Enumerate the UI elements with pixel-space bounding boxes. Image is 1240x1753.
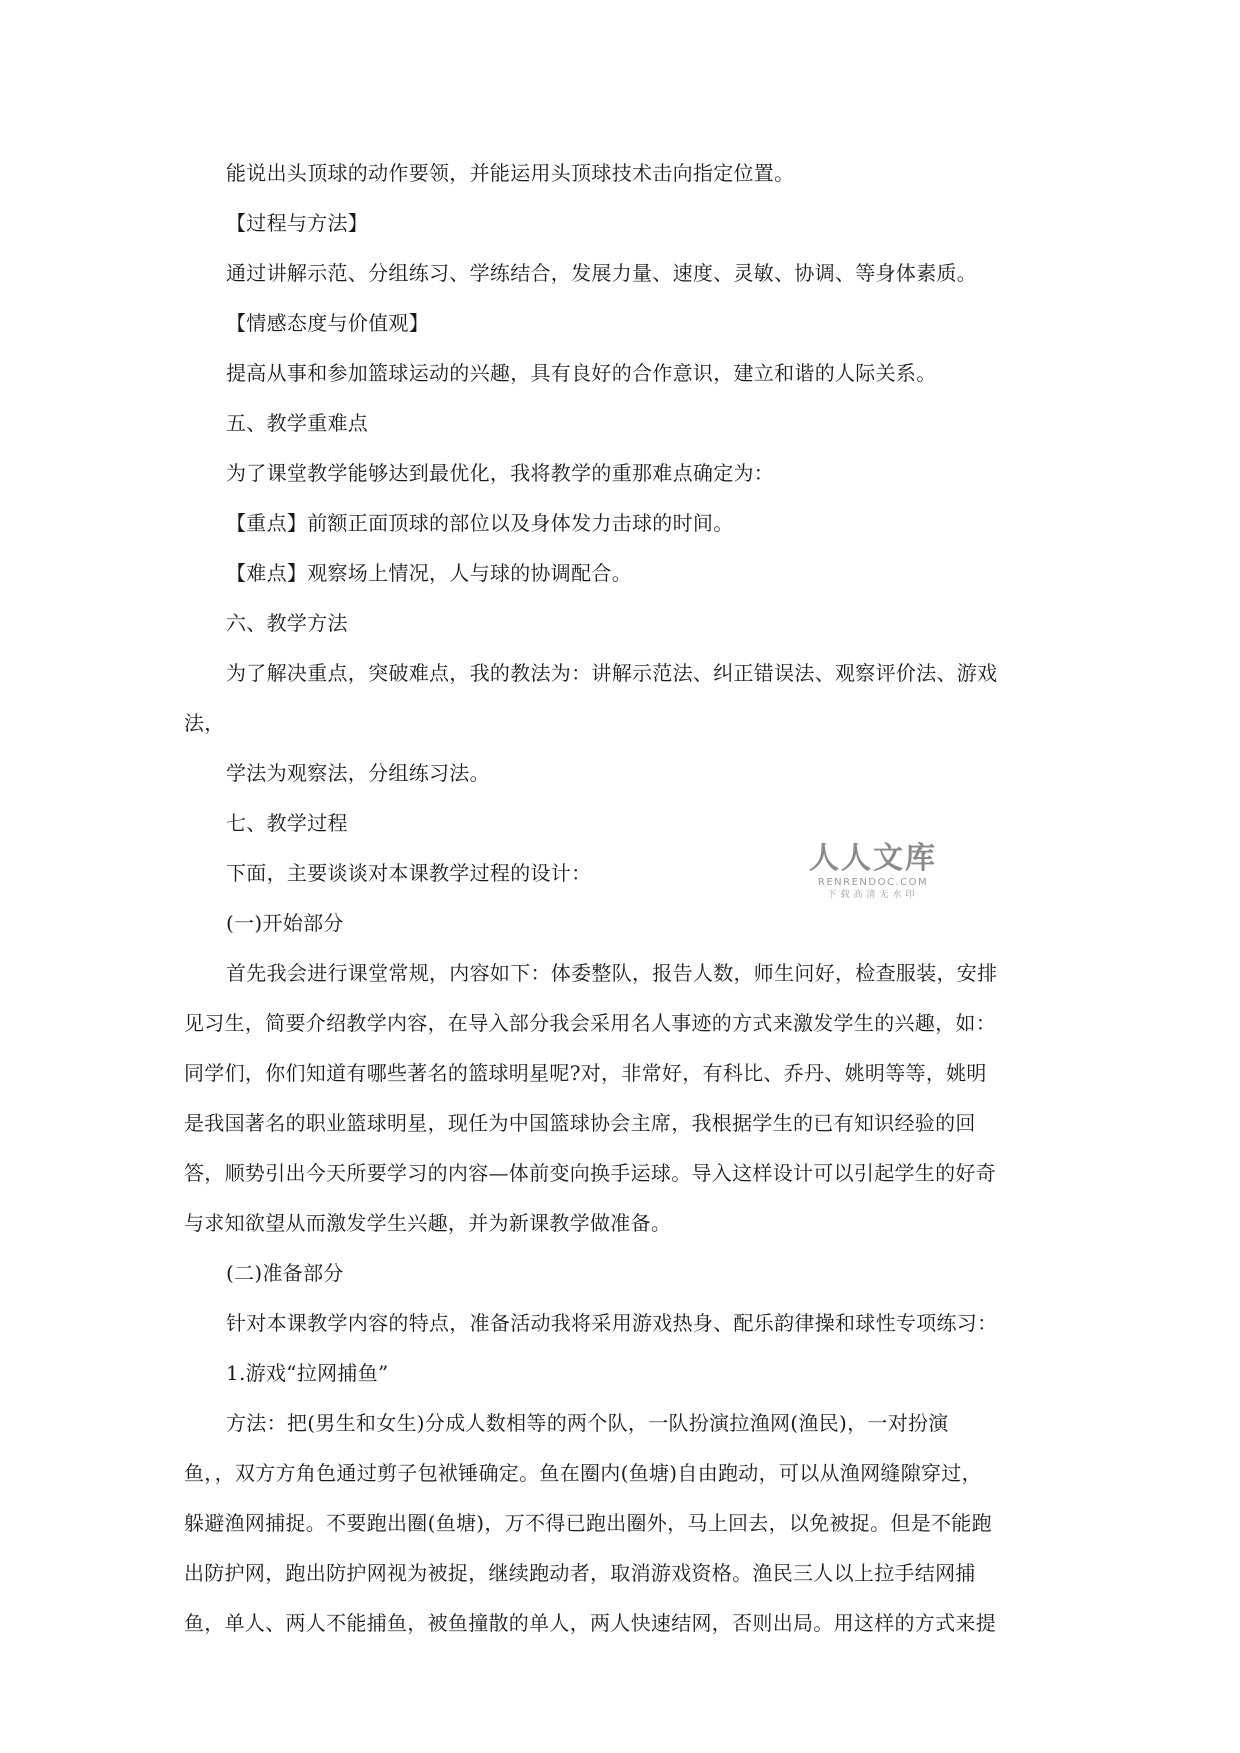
text-line: 提高从事和参加篮球运动的兴趣，具有良好的合作意识，建立和谐的人际关系。 [226, 361, 937, 385]
text-line: 【难点】观察场上情况，人与球的协调配合。 [226, 561, 632, 585]
text-line: 鱼，单人、两人不能捕鱼，被鱼撞散的单人，两人快速结网，否则出局。用这样的方式来提 [184, 1611, 996, 1635]
text-line: 鱼，，双方方角色通过剪子包袱锤确定。鱼在圈内(鱼塘)自由跑动，可以从渔网缝隙穿过， [184, 1461, 982, 1485]
section-heading: (一)开始部分 [226, 911, 344, 935]
text-line: 为了课堂教学能够达到最优化，我将教学的重那难点确定为： [226, 461, 775, 485]
text-line: 【重点】前额正面顶球的部位以及身体发力击球的时间。 [226, 511, 734, 535]
text-line: 针对本课教学内容的特点，准备活动我将采用游戏热身、配乐韵律操和球性专项练习： [226, 1311, 998, 1335]
section-heading: 五、教学重难点 [226, 411, 369, 435]
text-line: 为了解决重点，突破难点，我的教法为：讲解示范法、纠正错误法、观察评价法、游戏 [226, 661, 998, 685]
section-heading: 1.游戏“拉网捕鱼” [226, 1361, 389, 1385]
watermark-domain: RENRENDOC.COM [817, 877, 929, 888]
text-line: 躲避渔网捕捉。不要跑出圈(鱼塘)，万不得已跑出圈外，马上回去，以免被捉。但是不能跑 [184, 1511, 992, 1535]
text-line: 同学们，你们知道有哪些著名的篮球明星呢?对，非常好，有科比、乔丹、姚明等等，姚明 [184, 1061, 987, 1085]
watermark-subtitle: 下载高清无水印 [827, 890, 919, 900]
section-heading: 【情感态度与价值观】 [226, 311, 429, 335]
text-line: 答，顺势引出今天所要学习的内容—体前变向换手运球。导入这样设计可以引起学生的好奇 [184, 1161, 996, 1185]
section-heading: 七、教学过程 [226, 811, 348, 835]
text-line: 是我国著名的职业篮球明星，现任为中国篮球协会主席，我根据学生的已有知识经验的回 [184, 1111, 976, 1135]
text-line: 能说出头顶球的动作要领，并能运用头顶球技术击向指定位置。 [226, 161, 795, 185]
text-line: 下面，主要谈谈对本课教学过程的设计： [226, 861, 592, 885]
watermark-title: 人人文库 [809, 841, 937, 876]
text-line: 法， [184, 711, 225, 735]
text-line: 学法为观察法，分组练习法。 [226, 761, 490, 785]
text-line: 出防护网，跑出防护网视为被捉，继续跑动者，取消游戏资格。渔民三人以上拉手结网捕 [184, 1561, 976, 1585]
text-line: 方法：把(男生和女生)分成人数相等的两个队，一队扮演拉渔网(渔民)，一对扮演 [226, 1411, 949, 1435]
watermark-logo [808, 842, 938, 901]
text-line: 见习生，简要介绍教学内容，在导入部分我会采用名人事迹的方式来激发学生的兴趣，如： [184, 1011, 996, 1035]
text-line: 首先我会进行课堂常规，内容如下：体委整队，报告人数，师生问好，检查服装，安排 [226, 961, 998, 985]
section-heading: (二)准备部分 [226, 1261, 344, 1285]
section-heading: 六、教学方法 [226, 611, 348, 635]
section-heading: 【过程与方法】 [226, 211, 369, 235]
text-line: 与求知欲望从而激发学生兴趣，并为新课教学做准备。 [184, 1211, 672, 1235]
text-line: 通过讲解示范、分组练习、学练结合，发展力量、速度、灵敏、协调、等身体素质。 [226, 261, 978, 285]
